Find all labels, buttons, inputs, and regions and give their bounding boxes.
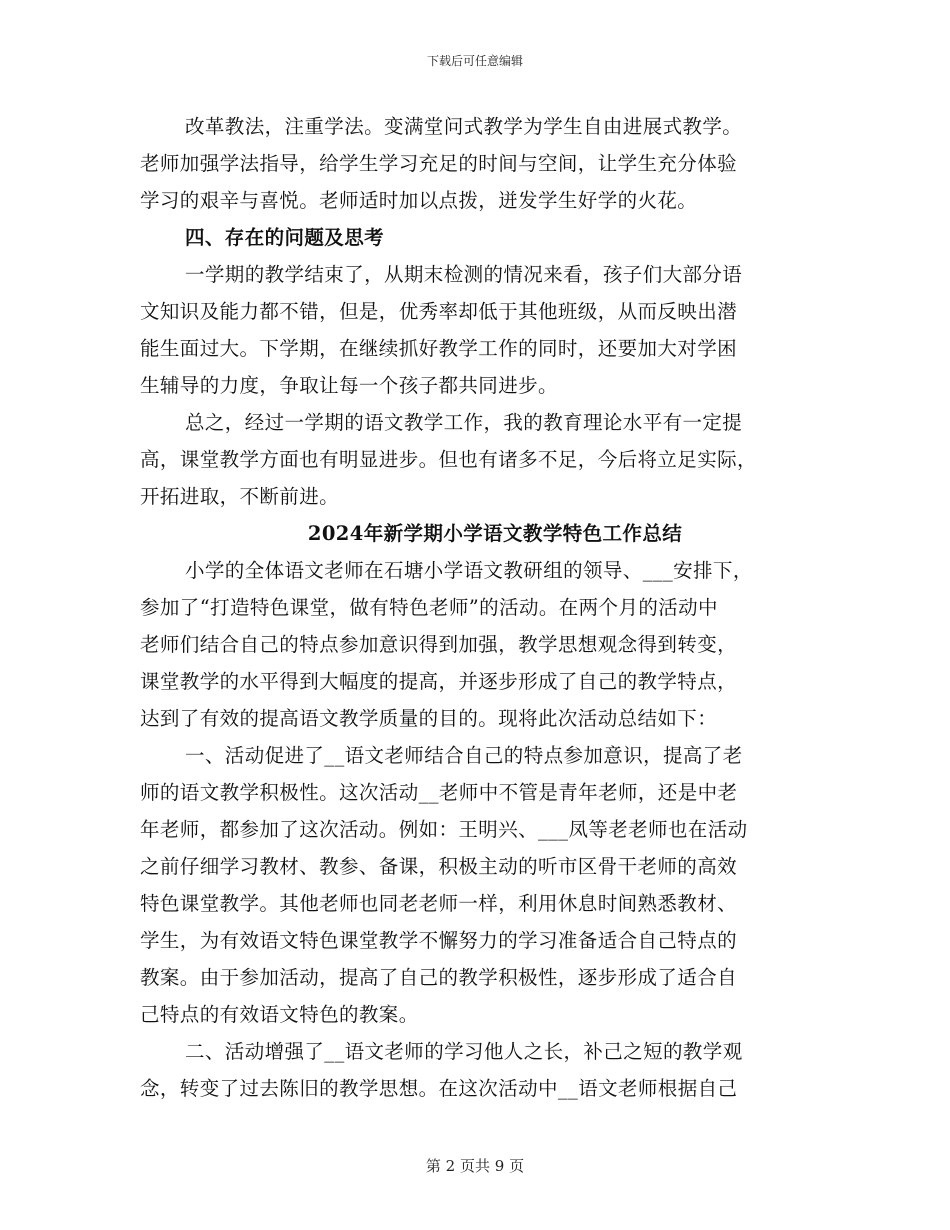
paragraph-line: 高，课堂教学方面也有明显进步。但也有诸多不足，今后将立足实际，: [140, 448, 757, 471]
paragraph-line: 一、活动促进了__语文老师结合自己的特点参加意识，提高了老: [185, 744, 743, 767]
document-body: [140, 108, 805, 1107]
paragraph-line: 教案。由于参加活动，提高了自己的教学积极性，逐步形成了适合自: [140, 966, 738, 989]
page-header: 下载后可任意编辑: [426, 54, 523, 68]
paragraph-line: 年老师，都参加了这次活动。例如：王明兴、___凤等老老师也在活动: [140, 818, 748, 841]
document-title: 2024年新学期小学语文教学特色工作总结: [307, 522, 683, 545]
paragraph-line: 学生，为有效语文特色课堂教学不懈努力的学习准备适合自己特点的: [140, 929, 738, 952]
paragraph-line: 能生面过大。下学期，在继续抓好教学工作的同时，还要加大对学困: [140, 337, 738, 360]
paragraph-line: 己特点的有效语文特色的教案。: [140, 1003, 419, 1026]
paragraph-line: 之前仔细学习教材、教参、备课，积极主动的听市区骨干老师的高效: [140, 855, 738, 878]
paragraph-line: 师的语文教学积极性。这次活动__老师中不管是青年老师，还是中老: [140, 781, 738, 804]
section-heading: 四、存在的问题及思考: [185, 226, 385, 249]
paragraph-line: 小学的全体语文老师在石塘小学语文教研组的领导、___安排下，: [185, 559, 753, 582]
paragraph-line: 文知识及能力都不错，但是，优秀率却低于其他班级，从而反映出潜: [140, 300, 738, 323]
paragraph-line: 生辅导的力度，争取让每一个孩子都共同进步。: [140, 374, 558, 397]
paragraph-line: 老师们结合自己的特点参加意识得到加强，教学思想观念得到转变，: [140, 633, 738, 656]
paragraph-line: 总之，经过一学期的语文教学工作，我的教育理论水平有一定提: [185, 411, 743, 434]
paragraph-line: 改革教法，注重学法。变满堂问式教学为学生自由进展式教学。: [185, 115, 743, 138]
paragraph-line: 学习的艰辛与喜悦。老师适时加以点拨，迸发学生好学的火花。: [140, 189, 698, 212]
page-footer: 第 2 页共 9 页: [425, 1157, 525, 1175]
paragraph-line: 课堂教学的水平得到大幅度的提高，并逐步形成了自己的教学特点，: [140, 670, 738, 693]
paragraph-line: 开拓进取，不断前进。: [140, 485, 340, 508]
paragraph-line: 特色课堂教学。其他老师也同老老师一样，利用休息时间熟悉教材、: [140, 892, 738, 915]
paragraph-line: 老师加强学法指导，给学生学习充足的时间与空间，让学生充分体验: [140, 152, 738, 175]
paragraph-line: 达到了有效的提高语文教学质量的目的。现将此次活动总结如下：: [140, 707, 718, 730]
paragraph-line: 一学期的教学结束了，从期末检测的情况来看，孩子们大部分语: [185, 263, 743, 286]
paragraph-line: 二、活动增强了__语文老师的学习他人之长，补己之短的教学观: [185, 1040, 743, 1063]
paragraph-line: 参加了“打造特色课堂，做有特色老师”的活动。在两个月的活动中: [140, 596, 718, 619]
paragraph-line: 念，转变了过去陈旧的教学思想。在这次活动中__语文老师根据自己: [140, 1077, 738, 1100]
